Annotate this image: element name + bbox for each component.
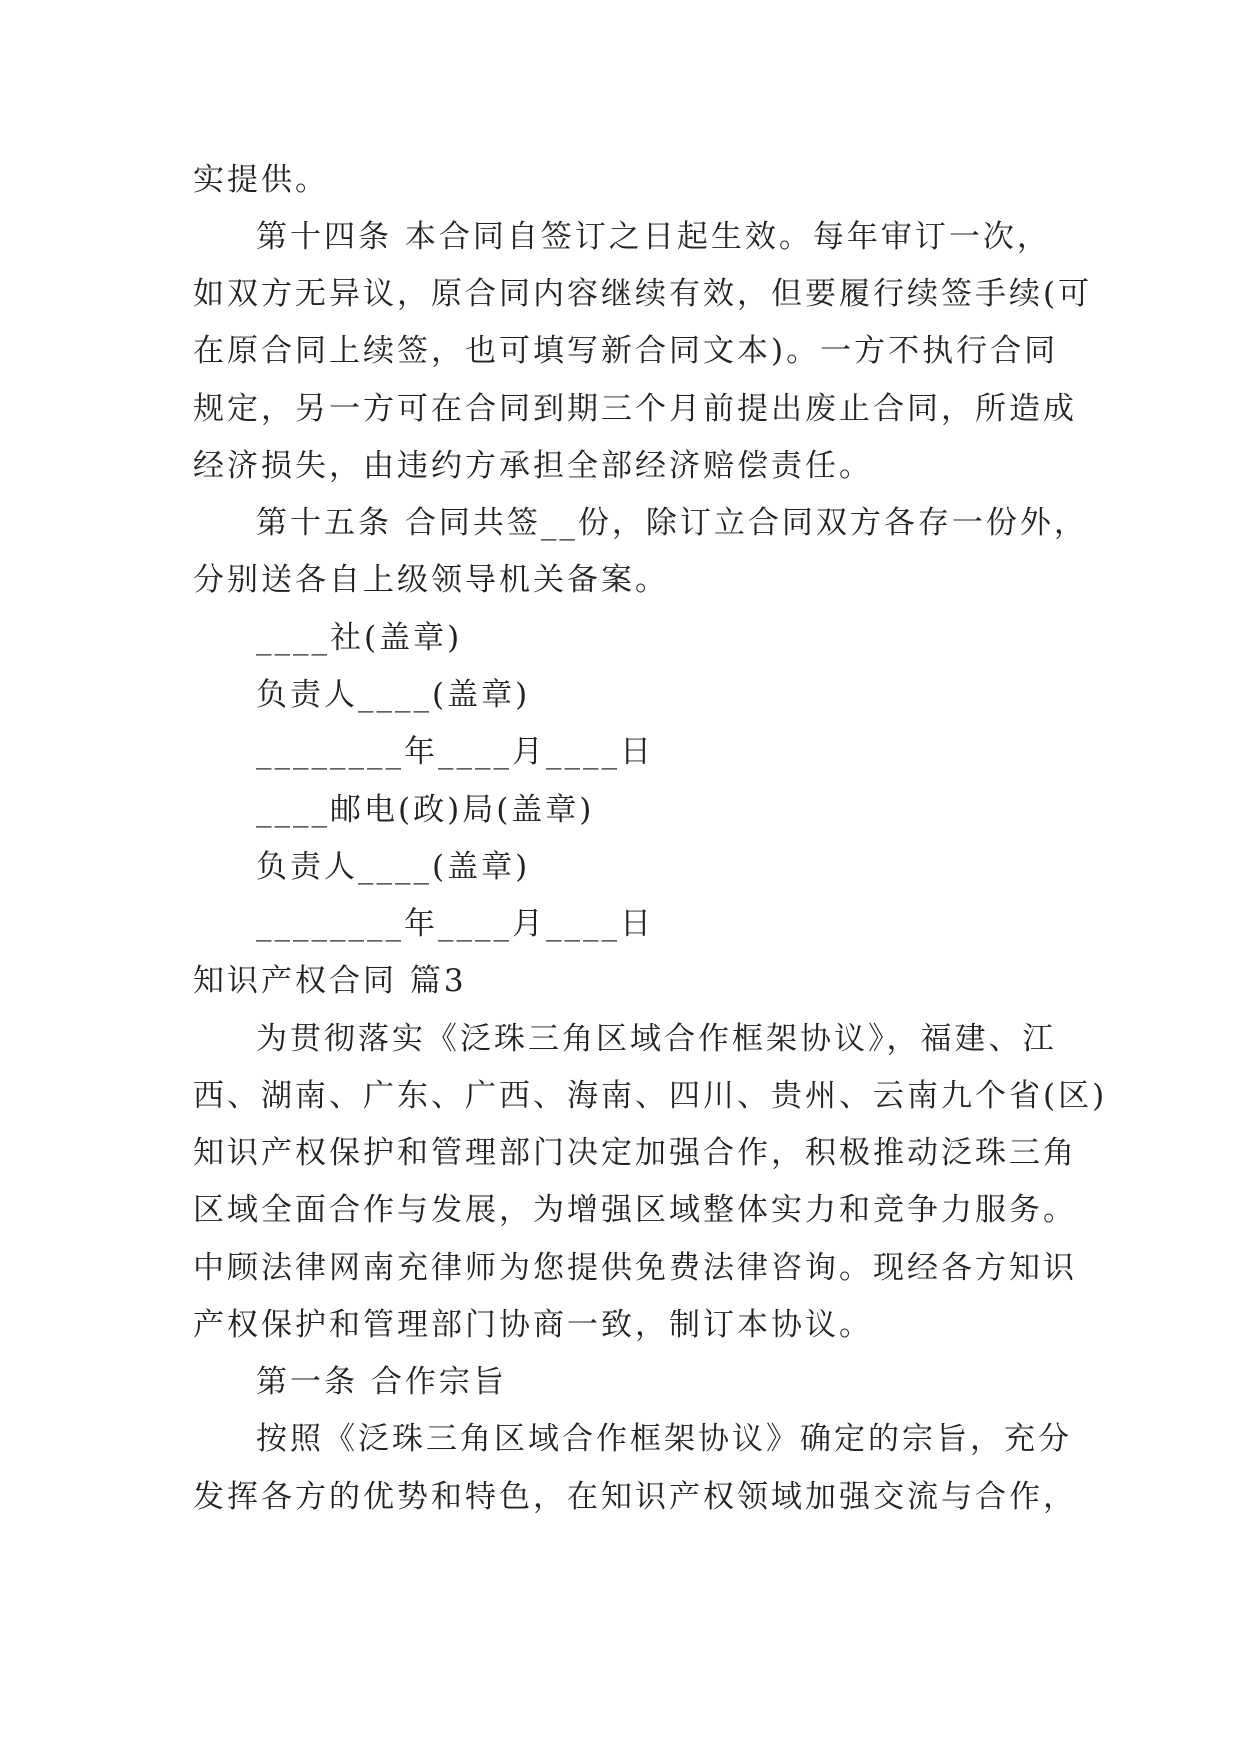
date-line: ________年____月____日 <box>256 734 654 770</box>
text-line: 产权保护和管理部门协商一致，制订本协议。 <box>193 1307 873 1343</box>
text-line: 为贯彻落实《泛珠三角区域合作框架协议》，福建、江 <box>256 1021 1057 1057</box>
text-line: 实提供。 <box>193 162 329 198</box>
text-line: 分别送各自上级领导机关备案。 <box>193 562 669 598</box>
signature-line: ____邮电(政)局(盖章) <box>256 792 595 828</box>
text-line: 知识产权保护和管理部门决定加强合作，积极推动泛珠三角 <box>193 1135 1077 1171</box>
text-line: 第十五条 合同共签__份，除订立合同双方各存一份外， <box>256 505 1088 541</box>
text-line: 按照《泛珠三角区域合作框架协议》确定的宗旨，充分 <box>256 1421 1072 1457</box>
date-line: ________年____月____日 <box>256 906 654 942</box>
signature-line: ____社(盖章) <box>256 620 463 656</box>
text-line: 中顾法律网南充律师为您提供免费法律咨询。现经各方知识 <box>193 1250 1077 1286</box>
text-line: 第十四条 本合同自签订之日起生效。每年审订一次， <box>256 219 1051 255</box>
text-line: 规定，另一方可在合同到期三个月前提出废止合同，所造成 <box>193 391 1077 427</box>
text-line: 发挥各方的优势和特色，在知识产权领域加强交流与合作， <box>193 1479 1077 1515</box>
text-line: 区域全面合作与发展，为增强区域整体实力和竞争力服务。 <box>193 1192 1077 1228</box>
signature-line: 负责人____(盖章) <box>256 849 531 885</box>
signature-line: 负责人____(盖章) <box>256 677 531 713</box>
text-line: 在原合同上续签，也可填写新合同文本)。一方不执行合同 <box>193 333 1059 369</box>
article-heading: 第一条 合作宗旨 <box>256 1364 507 1400</box>
text-line: 经济损失，由违约方承担全部经济赔偿责任。 <box>193 448 873 484</box>
text-line: 如双方无异议，原合同内容继续有效，但要履行续签手续(可 <box>193 276 1093 312</box>
text-line: 西、湖南、广东、广西、海南、四川、贵州、云南九个省(区) <box>193 1078 1108 1114</box>
section-heading: 知识产权合同 篇3 <box>193 963 467 999</box>
